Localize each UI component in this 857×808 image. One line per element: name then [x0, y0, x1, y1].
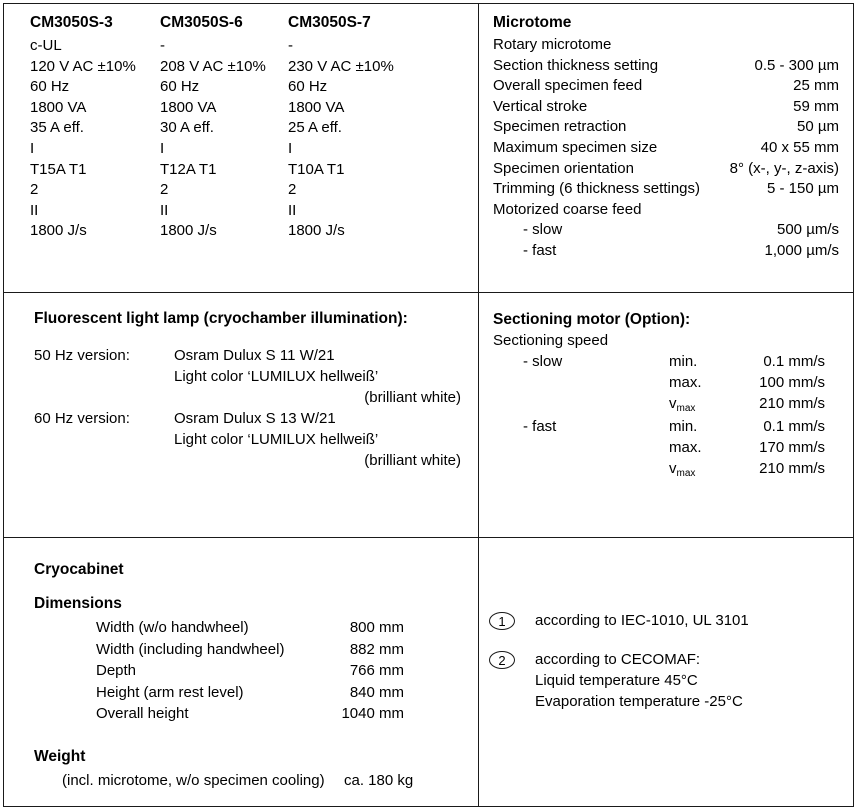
footnote-line: according to IEC-1010, UL 3101	[535, 612, 749, 629]
electrical-columns	[4, 4, 478, 242]
motor-limit-subscript: max	[676, 468, 696, 479]
electrical-row: -	[288, 37, 293, 54]
lamp-entry-row	[34, 408, 478, 429]
motor-block	[479, 293, 853, 481]
dimension-label: Overall height	[96, 705, 189, 722]
electrical-row: I	[30, 139, 35, 157]
spec-row	[493, 76, 839, 97]
lamp-value: Osram Dulux S 13 W/21	[174, 410, 336, 427]
footnote-number-badge: 2	[489, 651, 515, 669]
spec-label: Overall specimen feed	[493, 77, 643, 95]
motor-mode: - slow	[523, 353, 563, 370]
weight-title: Weight	[34, 747, 86, 765]
spec-value: 50 µm	[797, 118, 839, 136]
band-lamp-motor	[4, 292, 853, 537]
electrical-row: T12A T1	[160, 160, 217, 178]
footnote-item	[489, 610, 839, 631]
spec-value: 8° (x-, y-, z-axis)	[729, 159, 839, 177]
spec-row	[493, 97, 839, 118]
weight-value: ca. 180 kg	[344, 771, 414, 789]
model-title: CM3050S-3	[30, 14, 113, 31]
motor-row	[493, 416, 839, 437]
microtome-spec-list	[479, 4, 853, 262]
spec-row	[493, 220, 839, 241]
lamp-block	[4, 293, 478, 471]
lamp-entry-row	[34, 429, 478, 450]
footnote-number-badge: 1	[489, 612, 515, 630]
lamp-spacer	[34, 366, 174, 387]
electrical-data-cell	[4, 4, 478, 292]
footnote-line: according to CECOMAF:	[535, 651, 701, 668]
electrical-column-cm3050s-3	[30, 13, 160, 242]
electrical-row: 1800 J/s	[160, 222, 217, 240]
motor-limit-symbol: v	[669, 395, 677, 412]
spec-row	[493, 241, 839, 262]
dimension-label: Depth	[96, 662, 137, 679]
weight-label: (incl. microtome, w/o specimen cooling)	[62, 771, 325, 789]
motor-limit: max.	[669, 374, 702, 391]
spec-row	[493, 56, 839, 77]
motor-value: 100 mm/s	[759, 374, 825, 391]
lamp-value: Osram Dulux S 11 W/21	[174, 347, 335, 364]
microtome-cell	[478, 4, 853, 292]
electrical-row: 1800 J/s	[30, 222, 87, 240]
spec-row	[493, 159, 839, 180]
motor-row	[493, 458, 839, 481]
motor-subtitle: Sectioning speed	[493, 332, 609, 349]
motor-limit	[669, 393, 739, 416]
electrical-column-cm3050s-7	[288, 13, 416, 242]
dimension-row	[34, 660, 478, 682]
electrical-row: II	[288, 201, 297, 219]
band-electrical-microtome	[4, 4, 853, 292]
lamp-version: 60 Hz version:	[34, 410, 130, 427]
dimension-row	[34, 639, 478, 661]
dimension-row	[34, 617, 478, 639]
weight-block	[34, 747, 478, 792]
footnote-text	[535, 610, 749, 631]
dimension-label: Width (including handwheel)	[96, 640, 285, 658]
electrical-row: I	[288, 139, 293, 157]
motor-limit: max.	[669, 439, 702, 456]
electrical-row: 1800 J/s	[288, 222, 345, 240]
electrical-row: 230 V AC ±10%	[288, 57, 394, 75]
electrical-row: 2	[288, 181, 297, 199]
spec-label: Maximum specimen size	[493, 138, 658, 156]
lamp-entry-row	[34, 345, 478, 366]
motor-value: 170 mm/s	[759, 439, 825, 456]
spec-value: 59 mm	[793, 97, 839, 115]
model-title: CM3050S-7	[288, 14, 371, 31]
spec-label: Rotary microtome	[493, 36, 612, 53]
spec-value: 40 x 55 mm	[760, 138, 839, 156]
electrical-column-cm3050s-6	[160, 13, 288, 242]
footnotes-block	[479, 538, 853, 712]
dimension-label: Height (arm rest level)	[96, 683, 244, 701]
electrical-row: T15A T1	[30, 160, 87, 178]
lamp-value: (brilliant white)	[364, 452, 461, 469]
electrical-row: 30 A eff.	[160, 119, 214, 137]
electrical-row: 1800 VA	[288, 98, 345, 116]
electrical-row: II	[30, 201, 39, 219]
footnote-line: Evaporation temperature -25°C	[535, 693, 743, 710]
electrical-row: 120 V AC ±10%	[30, 57, 136, 75]
electrical-row: 2	[160, 181, 169, 199]
dimension-value: 800 mm	[349, 619, 404, 636]
motor-value: 210 mm/s	[759, 395, 825, 412]
footnote-text	[535, 649, 743, 712]
cryocabinet-cell	[4, 538, 478, 806]
motor-mode: - fast	[523, 418, 557, 435]
model-title: CM3050S-6	[160, 14, 243, 31]
spec-label: Motorized coarse feed	[493, 200, 642, 218]
dimension-value: 766 mm	[349, 662, 404, 679]
band-cryocabinet-footnotes	[4, 537, 853, 806]
footnote-line: Liquid temperature 45°C	[535, 672, 698, 689]
electrical-row: 2	[30, 181, 39, 199]
spec-value: 5 - 150 µm	[766, 180, 839, 198]
weight-row	[34, 770, 478, 792]
cryocabinet-block	[4, 538, 478, 791]
spec-row	[493, 179, 839, 200]
dimension-row	[34, 682, 478, 704]
lamp-spacer	[34, 429, 174, 450]
spec-label: Section thickness setting	[493, 56, 659, 74]
electrical-row: T10A T1	[288, 160, 345, 178]
motor-limit-symbol: v	[669, 460, 677, 477]
cryocabinet-title: Cryocabinet	[34, 561, 124, 578]
lamp-entry-row	[34, 366, 478, 387]
motor-limit	[669, 458, 739, 481]
electrical-row: I	[160, 139, 165, 157]
motor-row	[493, 351, 839, 372]
lamp-value: Light color ‘LUMILUX hellweiß’	[174, 368, 379, 385]
motor-row	[493, 437, 839, 458]
spec-label: Trimming (6 thickness settings)	[493, 180, 700, 198]
microtome-title: Microtome	[493, 14, 572, 31]
motor-limit: min.	[669, 353, 698, 370]
electrical-row: -	[160, 37, 165, 54]
motor-value: 0.1 mm/s	[763, 418, 825, 435]
electrical-row: II	[160, 201, 169, 219]
spec-label: Specimen orientation	[493, 159, 634, 177]
dimension-label: Width (w/o handwheel)	[96, 619, 249, 636]
lamp-title: Fluorescent light lamp (cryochamber illumination):	[34, 310, 408, 327]
lamp-version: 50 Hz version:	[34, 347, 130, 364]
spec-label: - slow	[523, 221, 563, 239]
lamp-value: (brilliant white)	[364, 389, 461, 406]
dimensions-title: Dimensions	[34, 595, 122, 612]
spec-value: 500 µm/s	[777, 221, 839, 239]
dimension-value: 840 mm	[349, 683, 404, 701]
electrical-row: 208 V AC ±10%	[160, 57, 266, 75]
spec-label: Specimen retraction	[493, 118, 627, 136]
lamp-cell	[4, 293, 478, 537]
footnotes-cell	[478, 538, 853, 806]
motor-limit-subscript: max	[676, 403, 696, 414]
electrical-row: 35 A eff.	[30, 119, 84, 137]
motor-limit: min.	[669, 418, 698, 435]
footnote-item	[489, 649, 839, 712]
spec-row	[493, 200, 839, 221]
dimension-row	[34, 703, 478, 725]
motor-value: 0.1 mm/s	[763, 353, 825, 370]
motor-value: 210 mm/s	[759, 460, 825, 477]
spec-row	[493, 138, 839, 159]
electrical-row: 60 Hz	[160, 78, 200, 96]
sectioning-motor-cell	[478, 293, 853, 537]
spec-value: 25 mm	[793, 77, 839, 95]
electrical-row: 25 A eff.	[288, 119, 342, 137]
motor-row	[493, 372, 839, 393]
electrical-row: 1800 VA	[160, 98, 217, 116]
spec-label: - fast	[523, 241, 557, 259]
electrical-row: c-UL	[30, 37, 62, 54]
lamp-value: Light color ‘LUMILUX hellweiß’	[174, 431, 379, 448]
spec-value: 0.5 - 300 µm	[754, 56, 839, 74]
spec-label: Vertical stroke	[493, 97, 588, 115]
dimension-value: 1040 mm	[341, 705, 404, 722]
spec-row	[493, 35, 839, 56]
electrical-row: 1800 VA	[30, 98, 87, 116]
electrical-row: 60 Hz	[288, 78, 328, 96]
electrical-row: 60 Hz	[30, 78, 70, 96]
spec-table-frame	[3, 3, 854, 807]
spec-value: 1,000 µm/s	[764, 241, 839, 259]
dimension-value: 882 mm	[349, 640, 404, 658]
motor-row	[493, 393, 839, 416]
motor-title: Sectioning motor (Option):	[493, 311, 691, 328]
spec-row	[493, 117, 839, 138]
